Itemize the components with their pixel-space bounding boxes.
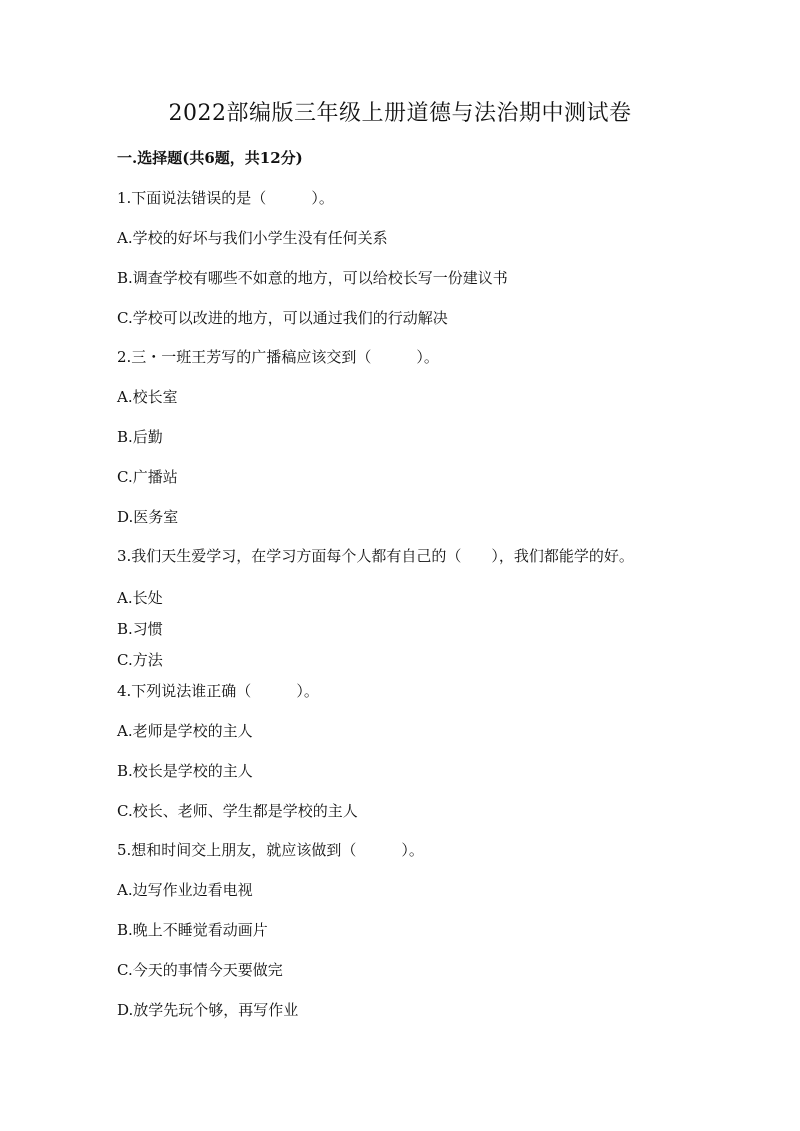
question-3-option-b: B.习惯: [117, 620, 163, 638]
question-5-stem: 5.想和时间交上朋友，就应该做到（ ）。: [117, 841, 424, 859]
question-1-option-c: C.学校可以改进的地方，可以通过我们的行动解决: [117, 309, 448, 327]
question-5-option-a: A.边写作业边看电视: [117, 881, 253, 899]
question-4-option-c: C.校长、老师、学生都是学校的主人: [117, 802, 358, 820]
question-5-option-c: C.今天的事情今天要做完: [117, 961, 283, 979]
question-4-option-b: B.校长是学校的主人: [117, 762, 253, 780]
question-3-option-c: C.方法: [117, 651, 163, 669]
question-1-option-b: B.调查学校有哪些不如意的地方，可以给校长写一份建议书: [117, 269, 508, 287]
question-4-option-a: A.老师是学校的主人: [117, 722, 253, 740]
question-2-option-b: B.后勤: [117, 428, 163, 446]
question-4-stem: 4.下列说法谁正确（ ）。: [117, 682, 319, 700]
exam-title: 2022部编版三年级上册道德与法治期中测试卷: [168, 101, 632, 126]
question-5-option-d: D.放学先玩个够，再写作业: [117, 1001, 299, 1019]
question-1-option-a: A.学校的好坏与我们小学生没有任何关系: [117, 229, 388, 247]
question-2-stem: 2.三・一班王芳写的广播稿应该交到（ ）。: [117, 348, 439, 366]
section-heading: 一.选择题(共6题，共12分): [117, 149, 303, 167]
question-3-option-a: A.长处: [117, 589, 163, 607]
question-2-option-a: A.校长室: [117, 388, 178, 406]
question-1-stem: 1.下面说法错误的是（ ）。: [117, 189, 334, 207]
question-5-option-b: B.晚上不睡觉看动画片: [117, 921, 268, 939]
question-2-option-c: C.广播站: [117, 468, 178, 486]
question-2-option-d: D.医务室: [117, 508, 179, 526]
question-3-stem: 3.我们天生爱学习，在学习方面每个人都有自己的（ ），我们都能学的好。: [117, 547, 634, 565]
